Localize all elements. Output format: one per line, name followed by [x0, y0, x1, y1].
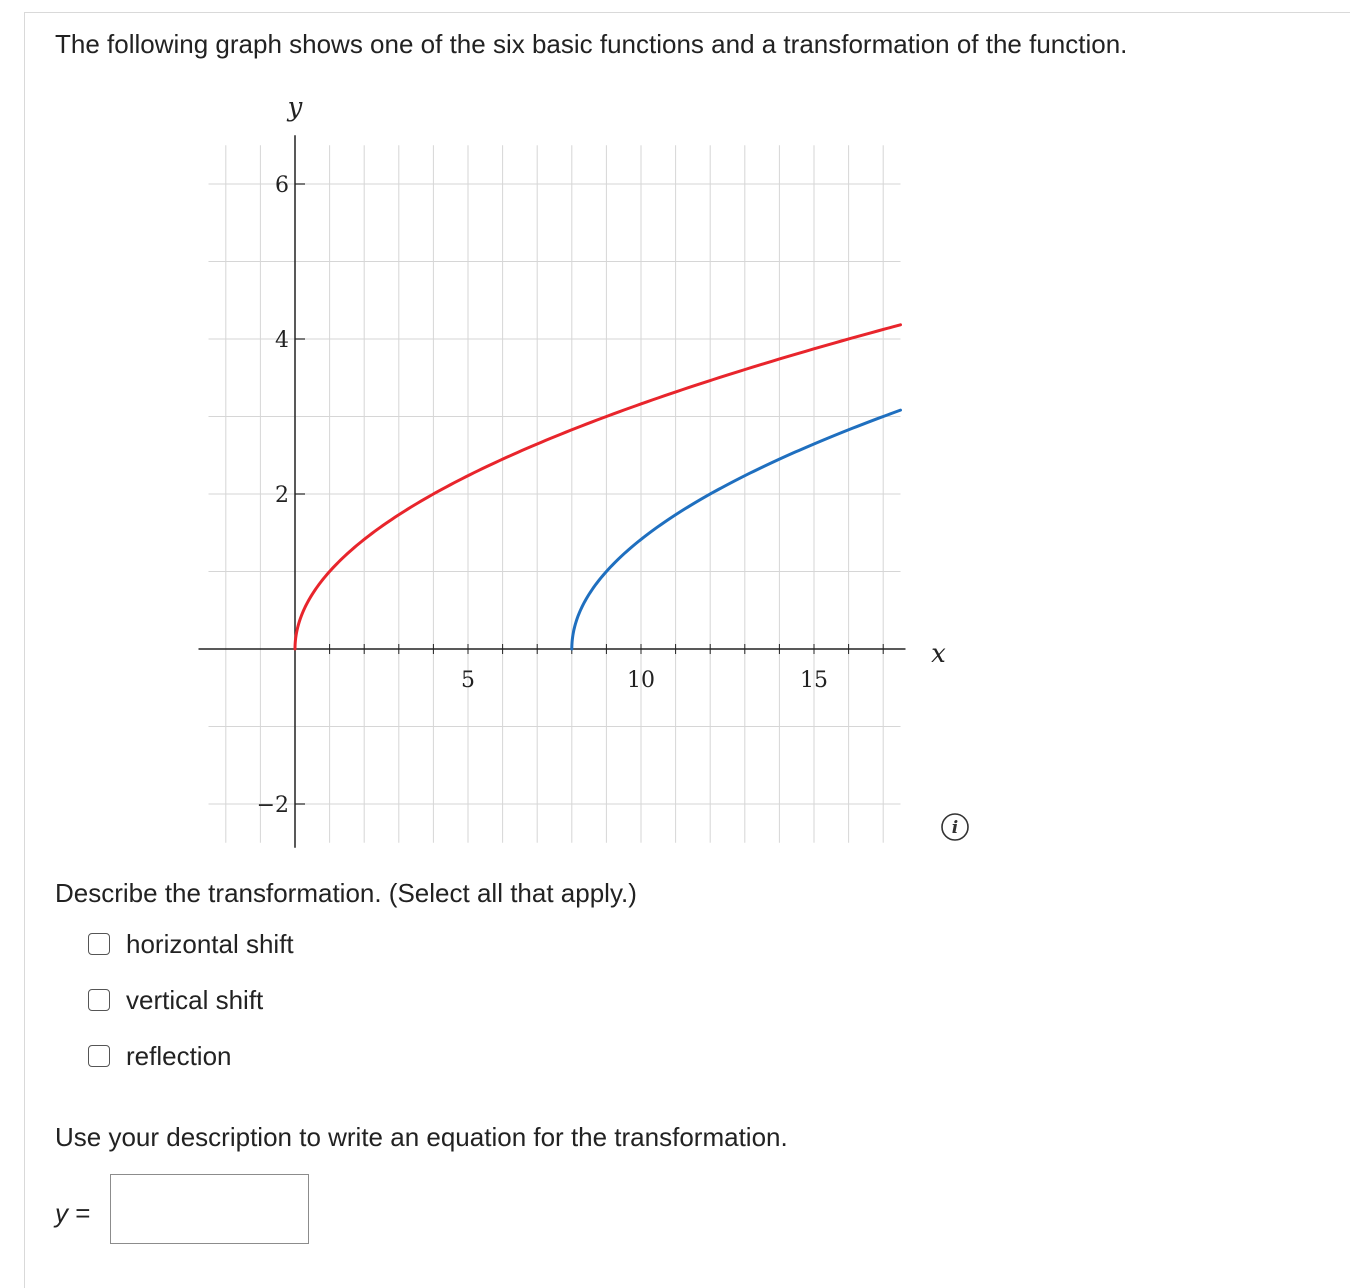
checkbox[interactable]: [88, 1045, 110, 1067]
svg-text:i: i: [951, 818, 959, 838]
graph-curves: [295, 325, 901, 649]
option-label: vertical shift: [126, 985, 264, 1015]
checkbox[interactable]: [88, 989, 110, 1011]
option-vertical-shift[interactable]: [88, 984, 263, 1016]
option-label: reflection: [126, 1041, 232, 1071]
checkbox[interactable]: [88, 933, 110, 955]
x-axis-label: x: [931, 639, 946, 669]
equation-answer-input[interactable]: [110, 1174, 309, 1244]
x-tick-label: 15: [800, 668, 828, 693]
graph-axes: [199, 135, 906, 848]
graph-grid: [209, 145, 901, 843]
info-icon[interactable]: [940, 812, 970, 842]
series-line-2: [572, 410, 901, 649]
graph-labels: [257, 92, 947, 818]
describe-prompt: Describe the transformation. (Select all that apply.): [55, 878, 637, 908]
y-tick-label: 6: [275, 173, 289, 198]
y-axis-label: y: [287, 92, 303, 123]
question-prompt: The following graph shows one of the six basic functions and a transformation of the function.: [55, 29, 1128, 59]
x-tick-label: 5: [461, 668, 475, 693]
x-tick-label: 10: [627, 668, 655, 693]
series-line-1: [295, 325, 901, 649]
y-tick-label: 4: [275, 328, 289, 353]
equals-sign: =: [75, 1198, 91, 1228]
y-tick-label: 2: [275, 483, 289, 508]
answer-variable: y: [55, 1198, 68, 1228]
option-label: horizontal shift: [126, 929, 294, 959]
answer-label: [55, 1197, 90, 1229]
equation-prompt: Use your description to write an equation for the transformation.: [55, 1122, 788, 1152]
y-tick-label: −2: [256, 793, 289, 818]
option-horizontal-shift[interactable]: [88, 928, 294, 960]
option-reflection[interactable]: [88, 1040, 232, 1072]
